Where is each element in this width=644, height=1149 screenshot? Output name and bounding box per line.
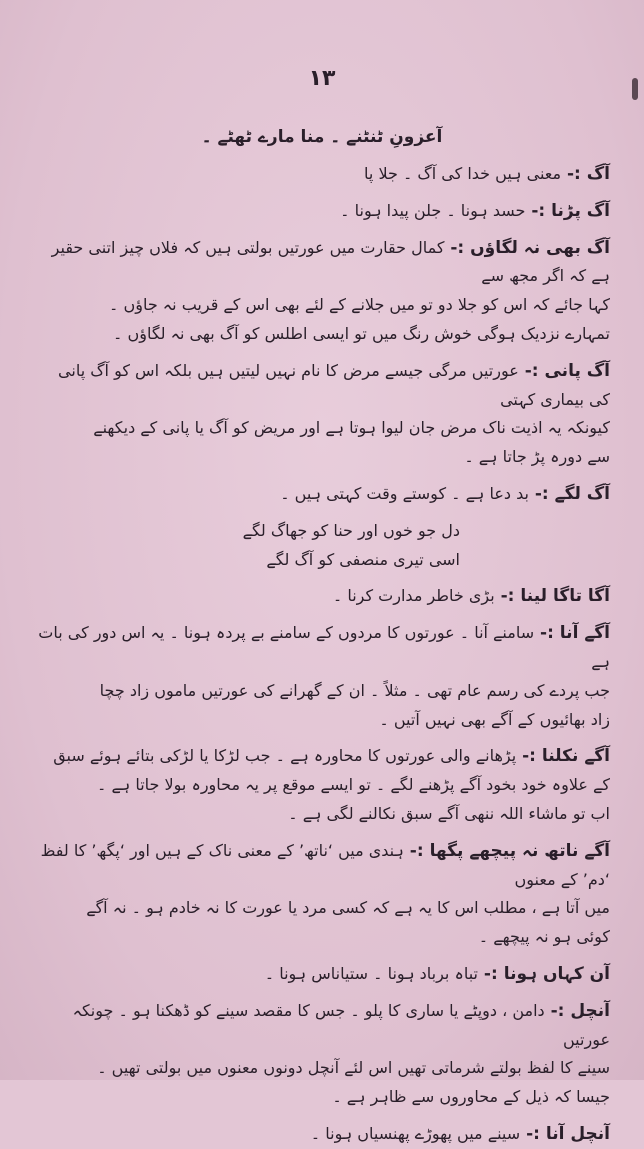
idiom-term: آنچل :- [544,1000,610,1021]
idiom-entry [34,234,610,349]
entry-line: سے دورہ پڑ جاتا ہے ۔ [464,447,610,467]
page-number: ۱۳ [308,66,336,91]
idiom-entry [34,197,610,226]
entry-line: کے علاوہ خود بخود آگے پڑھنے لگے ۔ تو ایسے موقع پر یہ محاورہ بولا جاتا ہے ۔ [97,775,610,795]
idiom-term: آگ :- [561,164,610,184]
idiom-term: آگ بھی نہ لگاؤں :- [444,237,610,258]
idiom-term: آگے نکلنا :- [516,746,610,767]
page-heading: آعزونِ ٹنٹنے ۔ منا مارے ٹھٹے ۔ [201,127,443,147]
entry-line: آگ لگے :- بد دعا ہے ۔ کوستے وقت کہتی ہیں ۔ [280,483,610,504]
entry-line: کیونکہ یہ اذیت ناک مرض جان لیوا ہوتا ہے اور مریض کو آگ یا پانی کے دیکھنے [93,418,610,438]
entry-line: آگ پڑنا :- حسد ہونا ۔ جلن پیدا ہونا ۔ [340,200,610,221]
idiom-entry [34,1120,610,1149]
entry-line: آنچل آنا :- سینے میں پھوڑے پھنسیاں ہونا ۔ [310,1123,610,1144]
entry-line: آگے آنا :- سامنے آنا ۔ عورتوں کا مردوں کے سامنے بے پردہ ہونا ۔ یہ اس دور کی بات ہے [38,623,610,671]
entry-line: آن کہاں ہونا :- تباہ برباد ہونا ۔ ستیاناس ہونا ۔ [264,963,610,984]
entries-body [34,160,610,1149]
idiom-term: آن کہاں ہونا :- [478,963,610,984]
idiom-term: آنچل آنا :- [520,1123,610,1144]
entry-line: جیسا کہ ذیل کے محاوروں سے ظاہر ہے ۔ [332,1087,610,1107]
idiom-entry [34,619,610,734]
idiom-entry [34,837,610,952]
idiom-term: آگے ناتھ نہ پیچھے پگھا :- [403,840,610,861]
entry-line: آگ بھی نہ لگاؤں :- کمال حقارت میں عورتیں بولتی ہیں کہ فلاں چیز اتنی حقیر ہے کہ اگر مجھ سے [51,237,610,286]
idiom-entry [34,160,610,189]
idiom-entry [34,960,610,989]
entry-line: جب پردے کی رسم عام تھی ۔ مثلاً ۔ ان کے گھرانے کی عورتیں ماموں زاد چچا [99,680,610,700]
entry-line: میں آتا ہے ، مطلب اس کا یہ ہے کہ کسی مرد یا عورت کا نہ خادم ہو ۔ نہ آگے [86,898,610,918]
verse-line: اسی تیری منصفی کو آگ لگے [266,549,460,569]
idiom-entry [34,997,610,1112]
idiom-term: آگ پانی :- [518,360,610,381]
entry-line: کوئی ہو نہ پیچھے ۔ [478,927,610,947]
entry-line: آگ :- معنی ہیں خدا کی آگ ۔ جلا پا [364,164,610,184]
idiom-entry [34,357,610,472]
entry-line: اب تو ماشاء اللہ ننھی آگے سبق نکالنے لگی ہے ۔ [288,803,610,823]
entry-line: آگ پانی :- عورتیں مرگی جیسے مرض کا نام نہیں لیتیں ہیں بلکہ اس کو آگ پانی کی بیماری کہتی [58,360,610,409]
idiom-term: آگ لگے :- [528,483,610,504]
entry-line: تمہارے نزدیک ہوگی خوش رنگ میں تو ایسی اطلس کو آگ بھی نہ لگاؤں ۔ [113,323,610,343]
entry-line: آگے نکلنا :- پڑھانے والی عورتوں کا محاورہ ہے ۔ جب لڑکا یا لڑکی بتائے ہوئے سبق [53,746,610,767]
idiom-entry [34,517,610,575]
idiom-entry [34,480,610,509]
entry-line: آگا تاگا لینا :- بڑی خاطر مدارت کرنا ۔ [332,586,610,607]
entry-line: کہا جائے کہ اس کو جلا دو تو میں جلانے کے لئے بھی اس کے قریب نہ جاؤں ۔ [109,295,610,315]
idiom-term: آگا تاگا لینا :- [494,586,610,607]
idiom-term: آگے آنا :- [534,623,610,644]
verse-line: دل جو خوں اور حنا کو جھاگ لگے [242,520,460,540]
idiom-entry [34,742,610,828]
idiom-entry [34,582,610,611]
entry-line: سینے کا لفظ بولتے شرماتی تھیں اس لئے آنچل دونوں معنوں میں بولتی تھیں ۔ [97,1058,610,1078]
entry-line: آنچل :- دامن ، دوپٹے یا ساری کا پلو ۔ جس کا مقصد سینے کو ڈھکنا ہو ۔ چونکہ عورتیں [72,1000,610,1049]
entry-line: زاد بھائیوں کے آگے بھی نہیں آتیں ۔ [379,709,610,729]
idiom-term: آگ پڑنا :- [525,200,610,221]
entry-line: آگے ناتھ نہ پیچھے پگھا :- ہندی میں ‘ناتھ’ کے معنی ناک کے ہیں اور ‘پگھ’ کا لفظ ‘دم’ کے معنوں [40,840,610,889]
